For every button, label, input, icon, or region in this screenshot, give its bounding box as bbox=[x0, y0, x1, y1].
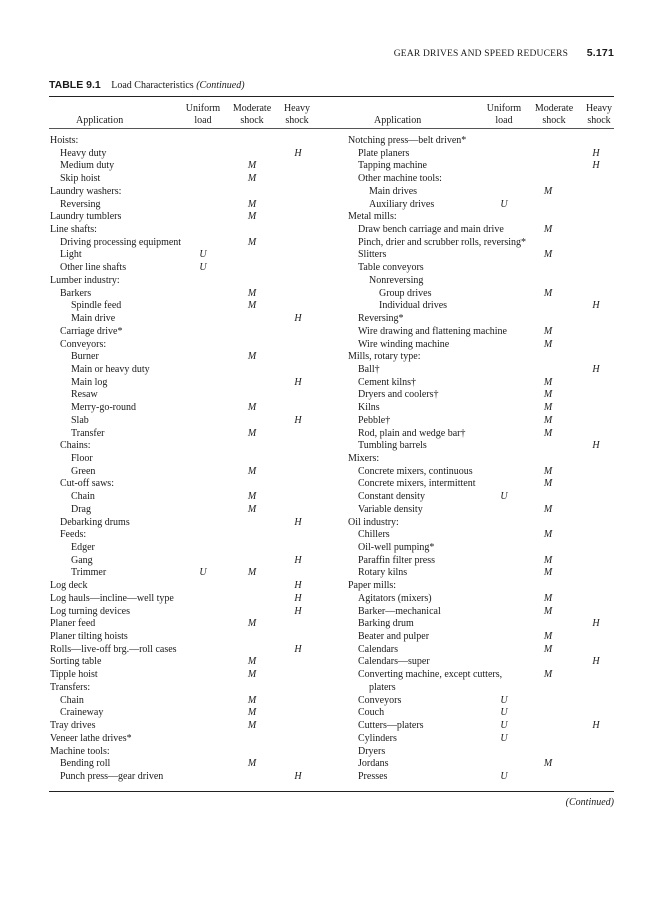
bottom-rule bbox=[49, 791, 614, 792]
moderate-mark: M bbox=[247, 236, 257, 248]
table-row bbox=[348, 415, 616, 428]
table-row bbox=[50, 593, 330, 606]
heavy-mark: H bbox=[294, 313, 302, 325]
application-label: Laundry washers: bbox=[50, 185, 122, 197]
moderate-mark: M bbox=[543, 414, 553, 426]
moderate-mark: M bbox=[247, 160, 257, 172]
heavy-mark: H bbox=[294, 580, 302, 592]
heavy-mark: H bbox=[294, 643, 302, 655]
table-row bbox=[348, 656, 616, 669]
application-label: Other machine tools: bbox=[358, 173, 442, 185]
table-row bbox=[348, 186, 616, 199]
application-label: Lumber industry: bbox=[50, 274, 120, 286]
table-row bbox=[50, 555, 330, 568]
table-row bbox=[348, 542, 616, 555]
uniform-mark: U bbox=[500, 491, 508, 503]
table-row bbox=[348, 440, 616, 453]
moderate-mark: M bbox=[247, 618, 257, 630]
heavy-mark: H bbox=[592, 618, 600, 630]
header-heavy-left: Heavy shock bbox=[283, 103, 311, 126]
table-row bbox=[348, 173, 616, 186]
application-label: Mills, rotary type: bbox=[348, 351, 421, 363]
table-row bbox=[348, 249, 616, 262]
application-label: Gang bbox=[71, 554, 93, 566]
application-label: Slitters bbox=[358, 249, 387, 261]
table-row bbox=[50, 326, 330, 339]
application-label: Converting machine, except cutters, bbox=[358, 669, 503, 681]
application-label: Line shafts: bbox=[50, 224, 97, 236]
moderate-mark: M bbox=[543, 185, 553, 197]
application-label: Presses bbox=[358, 770, 388, 782]
header-application-right: Application bbox=[374, 115, 422, 126]
application-label: Calendars—super bbox=[358, 656, 430, 668]
application-label: Laundry tumblers bbox=[50, 211, 122, 223]
moderate-mark: M bbox=[543, 669, 553, 681]
application-label: Burner bbox=[71, 351, 99, 363]
table-row bbox=[50, 224, 330, 237]
application-label: Plate planers bbox=[358, 147, 410, 159]
application-label: Concrete mixers, continuous bbox=[358, 465, 473, 477]
application-label: Main drives bbox=[369, 185, 418, 197]
table-row bbox=[348, 199, 616, 212]
table-title bbox=[49, 79, 245, 91]
application-label: platers bbox=[369, 681, 396, 693]
continued-note: (Continued) bbox=[565, 797, 614, 808]
table-row bbox=[50, 758, 330, 771]
moderate-mark: M bbox=[543, 249, 553, 261]
uniform-mark: U bbox=[500, 732, 508, 744]
table-row bbox=[348, 300, 616, 313]
application-label: Veneer lathe drives* bbox=[50, 732, 132, 744]
table-row bbox=[50, 695, 330, 708]
table-row bbox=[348, 237, 616, 250]
application-label: Cutters—platers bbox=[358, 720, 424, 732]
table-row bbox=[50, 644, 330, 657]
moderate-mark: M bbox=[247, 287, 257, 299]
table-row bbox=[348, 160, 616, 173]
application-label: Ball† bbox=[358, 363, 380, 375]
uniform-mark: U bbox=[500, 198, 508, 210]
application-label: Constant density bbox=[358, 491, 425, 503]
application-label: Barkers bbox=[60, 287, 92, 299]
application-label: Cement kilns† bbox=[358, 376, 417, 388]
application-label: Wire drawing and flattening machine bbox=[358, 325, 507, 337]
moderate-mark: M bbox=[543, 287, 553, 299]
table-row bbox=[50, 453, 330, 466]
application-label: Planer feed bbox=[50, 618, 96, 630]
table-label: TABLE 9.1 bbox=[49, 79, 101, 91]
page-number: 5.171 bbox=[586, 47, 614, 59]
table-row bbox=[348, 682, 616, 695]
application-label: Log turning devices bbox=[50, 605, 130, 617]
moderate-mark: M bbox=[543, 402, 553, 414]
moderate-mark: M bbox=[543, 325, 553, 337]
heavy-mark: H bbox=[294, 605, 302, 617]
application-label: Debarking drums bbox=[60, 516, 130, 528]
application-label: Bending roll bbox=[60, 758, 111, 770]
application-label: Draw bench carriage and main drive bbox=[358, 224, 504, 236]
application-label: Nonreversing bbox=[369, 274, 424, 286]
application-label: Tumbling barrels bbox=[358, 440, 427, 452]
application-label: Kilns bbox=[358, 402, 380, 414]
application-label: Rod, plain and wedge bar† bbox=[358, 427, 466, 439]
application-label: Log hauls—incline—well type bbox=[50, 592, 174, 604]
application-label: Green bbox=[71, 465, 96, 477]
table-row bbox=[348, 288, 616, 301]
table-row bbox=[348, 555, 616, 568]
application-label: Trimmer bbox=[71, 567, 107, 579]
application-label: Heavy duty bbox=[60, 147, 107, 159]
table-row bbox=[348, 618, 616, 631]
application-label: Wire winding machine bbox=[358, 338, 450, 350]
application-label: Punch press—gear driven bbox=[60, 770, 164, 782]
table-row bbox=[50, 478, 330, 491]
heavy-mark: H bbox=[294, 770, 302, 782]
application-label: Dryers and coolers† bbox=[358, 389, 439, 401]
table-row bbox=[348, 746, 616, 759]
moderate-mark: M bbox=[543, 503, 553, 515]
table-row bbox=[50, 199, 330, 212]
table-row bbox=[50, 173, 330, 186]
table-row bbox=[50, 339, 330, 352]
moderate-mark: M bbox=[247, 720, 257, 732]
table-row bbox=[348, 377, 616, 390]
application-label: Transfer bbox=[71, 427, 105, 439]
header-moderate-right: Moderate shock bbox=[534, 103, 574, 126]
application-label: Chain bbox=[60, 694, 84, 706]
application-label: Conveyors bbox=[358, 694, 402, 706]
moderate-mark: M bbox=[543, 376, 553, 388]
moderate-mark: M bbox=[247, 758, 257, 770]
uniform-mark: U bbox=[199, 567, 207, 579]
table-row bbox=[50, 377, 330, 390]
moderate-mark: M bbox=[247, 402, 257, 414]
table-row bbox=[348, 733, 616, 746]
table-row bbox=[348, 148, 616, 161]
application-label: Paraffin filter press bbox=[358, 554, 436, 566]
table-row bbox=[348, 313, 616, 326]
table-row bbox=[348, 491, 616, 504]
table-row bbox=[348, 606, 616, 619]
application-label: Planer tilting hoists bbox=[50, 631, 128, 643]
application-label: Rolls—live-off brg.—roll cases bbox=[50, 643, 177, 655]
table-row bbox=[50, 746, 330, 759]
application-label: Skip hoist bbox=[60, 173, 101, 185]
table-row bbox=[50, 428, 330, 441]
heavy-mark: H bbox=[592, 440, 600, 452]
application-label: Feeds: bbox=[60, 529, 87, 541]
table-row bbox=[348, 224, 616, 237]
table-row bbox=[50, 249, 330, 262]
moderate-mark: M bbox=[247, 567, 257, 579]
application-label: Conveyors: bbox=[60, 338, 107, 350]
heavy-mark: H bbox=[592, 363, 600, 375]
table-row bbox=[50, 618, 330, 631]
table-row bbox=[50, 707, 330, 720]
moderate-mark: M bbox=[247, 669, 257, 681]
application-label: Dryers bbox=[358, 745, 386, 757]
application-label: Slab bbox=[71, 414, 89, 426]
application-label: Individual drives bbox=[379, 300, 448, 312]
table-row bbox=[50, 466, 330, 479]
heavy-mark: H bbox=[294, 592, 302, 604]
table-row bbox=[348, 504, 616, 517]
application-label: Hoists: bbox=[50, 135, 79, 146]
table-row bbox=[50, 656, 330, 669]
table-row bbox=[348, 695, 616, 708]
table-row bbox=[348, 707, 616, 720]
table-row bbox=[348, 593, 616, 606]
moderate-mark: M bbox=[247, 694, 257, 706]
moderate-mark: M bbox=[247, 707, 257, 719]
moderate-mark: M bbox=[247, 351, 257, 363]
heavy-mark: H bbox=[294, 516, 302, 528]
top-rule bbox=[49, 96, 614, 97]
moderate-mark: M bbox=[247, 503, 257, 515]
application-label: Concrete mixers, intermittent bbox=[358, 478, 476, 490]
heavy-mark: H bbox=[294, 554, 302, 566]
moderate-mark: M bbox=[247, 656, 257, 668]
running-head-title: GEAR DRIVES AND SPEED REDUCERS bbox=[393, 49, 569, 59]
table-row bbox=[50, 135, 330, 148]
table-row bbox=[348, 351, 616, 364]
table-caption: Load Characteristics bbox=[111, 80, 194, 91]
moderate-mark: M bbox=[543, 605, 553, 617]
table-row bbox=[348, 567, 616, 580]
heavy-mark: H bbox=[294, 414, 302, 426]
application-label: Log deck bbox=[50, 580, 88, 592]
application-label: Chain bbox=[71, 491, 95, 503]
application-label: Beater and pulper bbox=[358, 631, 430, 643]
application-label: Driving processing equipment bbox=[60, 236, 182, 248]
moderate-mark: M bbox=[543, 592, 553, 604]
application-label: Chains: bbox=[60, 440, 91, 452]
application-label: Main drive bbox=[71, 313, 116, 325]
table-row bbox=[348, 326, 616, 339]
header-uniform-right: Uniform load bbox=[486, 103, 522, 126]
moderate-mark: M bbox=[247, 173, 257, 185]
application-label: Tray drives bbox=[50, 720, 96, 732]
heavy-mark: H bbox=[592, 300, 600, 312]
application-label: Jordans bbox=[358, 758, 389, 770]
application-label: Barker—mechanical bbox=[358, 605, 441, 617]
moderate-mark: M bbox=[543, 631, 553, 643]
uniform-mark: U bbox=[500, 694, 508, 706]
table-row bbox=[348, 720, 616, 733]
application-label: Notching press—belt driven* bbox=[348, 135, 467, 146]
table-row bbox=[50, 606, 330, 619]
table-row bbox=[50, 440, 330, 453]
table-row bbox=[50, 262, 330, 275]
table-row bbox=[348, 275, 616, 288]
moderate-mark: M bbox=[543, 338, 553, 350]
table-row bbox=[50, 211, 330, 224]
moderate-mark: M bbox=[247, 198, 257, 210]
table-row bbox=[348, 466, 616, 479]
table-row bbox=[348, 631, 616, 644]
table-row bbox=[348, 428, 616, 441]
moderate-mark: M bbox=[543, 389, 553, 401]
application-label: Carriage drive* bbox=[60, 325, 123, 337]
application-label: Cut-off saws: bbox=[60, 478, 114, 490]
table-row bbox=[348, 529, 616, 542]
application-label: Craineway bbox=[60, 707, 104, 719]
moderate-mark: M bbox=[247, 427, 257, 439]
header-moderate-left: Moderate shock bbox=[232, 103, 272, 126]
moderate-mark: M bbox=[543, 554, 553, 566]
table-row bbox=[50, 529, 330, 542]
table-row bbox=[348, 402, 616, 415]
moderate-mark: M bbox=[247, 491, 257, 503]
application-label: Table conveyors bbox=[358, 262, 424, 274]
moderate-mark: M bbox=[543, 529, 553, 541]
application-label: Resaw bbox=[71, 389, 98, 401]
application-label: Transfers: bbox=[50, 681, 91, 693]
application-label: Group drives bbox=[379, 287, 432, 299]
left-column bbox=[50, 135, 330, 784]
table-row bbox=[348, 211, 616, 224]
uniform-mark: U bbox=[500, 707, 508, 719]
application-label: Variable density bbox=[358, 503, 423, 515]
moderate-mark: M bbox=[543, 465, 553, 477]
table-row bbox=[348, 453, 616, 466]
table-row bbox=[50, 351, 330, 364]
application-label: Spindle feed bbox=[71, 300, 122, 312]
header-uniform-left: Uniform load bbox=[185, 103, 221, 126]
table-row bbox=[50, 186, 330, 199]
header-application-left: Application bbox=[76, 115, 124, 126]
running-head bbox=[394, 47, 614, 59]
application-label: Sorting table bbox=[50, 656, 102, 668]
application-label: Reversing* bbox=[358, 313, 404, 325]
application-label: Pinch, drier and scrubber rolls, reversing* bbox=[358, 236, 527, 248]
application-label: Edger bbox=[71, 542, 95, 553]
application-label: Cylinders bbox=[358, 732, 397, 744]
uniform-mark: U bbox=[500, 720, 508, 732]
application-label: Merry-go-round bbox=[71, 402, 136, 414]
application-label: Tapping machine bbox=[358, 160, 427, 172]
heavy-mark: H bbox=[592, 720, 600, 732]
application-label: Machine tools: bbox=[50, 745, 110, 757]
right-column bbox=[348, 135, 616, 784]
table-row bbox=[348, 758, 616, 771]
application-label: Paper mills: bbox=[348, 580, 397, 592]
moderate-mark: M bbox=[543, 478, 553, 490]
table-row bbox=[50, 300, 330, 313]
table-row bbox=[50, 504, 330, 517]
table-row bbox=[348, 644, 616, 657]
table-row bbox=[348, 262, 616, 275]
application-label: Main log bbox=[71, 376, 108, 388]
heavy-mark: H bbox=[294, 147, 302, 159]
table-row bbox=[50, 364, 330, 377]
application-label: Chillers bbox=[358, 529, 390, 541]
table-row bbox=[50, 542, 330, 555]
header-heavy-right: Heavy shock bbox=[585, 103, 613, 126]
table-row bbox=[50, 288, 330, 301]
application-label: Pebble† bbox=[358, 414, 391, 426]
table-row bbox=[348, 135, 616, 148]
table-row bbox=[50, 148, 330, 161]
table-row bbox=[50, 517, 330, 530]
table-row bbox=[50, 669, 330, 682]
table-row bbox=[348, 669, 616, 682]
heavy-mark: H bbox=[592, 147, 600, 159]
moderate-mark: M bbox=[543, 567, 553, 579]
moderate-mark: M bbox=[543, 758, 553, 770]
application-label: Calendars bbox=[358, 643, 398, 655]
table-row bbox=[348, 580, 616, 593]
table-row bbox=[50, 402, 330, 415]
table-caption-suffix: (Continued) bbox=[196, 80, 245, 91]
table-row bbox=[50, 682, 330, 695]
table-row bbox=[348, 389, 616, 402]
table-row bbox=[50, 275, 330, 288]
heavy-mark: H bbox=[592, 656, 600, 668]
moderate-mark: M bbox=[543, 643, 553, 655]
heavy-mark: H bbox=[294, 376, 302, 388]
table-row bbox=[50, 313, 330, 326]
application-label: Reversing bbox=[60, 198, 101, 210]
moderate-mark: M bbox=[543, 427, 553, 439]
heavy-mark: H bbox=[592, 160, 600, 172]
application-label: Rotary kilns bbox=[358, 567, 408, 579]
application-label: Oil-well pumping* bbox=[358, 542, 435, 553]
table-row bbox=[50, 389, 330, 402]
uniform-mark: U bbox=[199, 262, 207, 274]
application-label: Floor bbox=[71, 452, 93, 464]
table-row bbox=[348, 517, 616, 530]
table-row bbox=[50, 160, 330, 173]
application-label: Couch bbox=[358, 707, 385, 719]
moderate-mark: M bbox=[247, 300, 257, 312]
header-rule bbox=[49, 128, 614, 129]
application-label: Light bbox=[60, 249, 82, 261]
table-row bbox=[50, 237, 330, 250]
table-row bbox=[348, 364, 616, 377]
table-row bbox=[50, 733, 330, 746]
table-row bbox=[50, 580, 330, 593]
table-row bbox=[50, 567, 330, 580]
table-row bbox=[50, 720, 330, 733]
application-label: Drag bbox=[71, 503, 91, 515]
table-row bbox=[50, 415, 330, 428]
uniform-mark: U bbox=[199, 249, 207, 261]
application-label: Barking drum bbox=[358, 618, 414, 630]
application-label: Agitators (mixers) bbox=[358, 592, 432, 604]
application-label: Mixers: bbox=[348, 452, 380, 464]
application-label: Medium duty bbox=[60, 160, 115, 172]
application-label: Main or heavy duty bbox=[71, 363, 150, 375]
table-row bbox=[50, 491, 330, 504]
uniform-mark: U bbox=[500, 770, 508, 782]
table-row bbox=[348, 339, 616, 352]
table-row bbox=[348, 771, 616, 784]
table-row bbox=[50, 631, 330, 644]
application-label: Auxiliary drives bbox=[369, 198, 435, 210]
moderate-mark: M bbox=[543, 224, 553, 236]
application-label: Oil industry: bbox=[348, 516, 399, 528]
moderate-mark: M bbox=[247, 465, 257, 477]
application-label: Metal mills: bbox=[348, 211, 397, 223]
moderate-mark: M bbox=[247, 211, 257, 223]
table-row bbox=[50, 771, 330, 784]
application-label: Other line shafts bbox=[60, 262, 127, 274]
table-row bbox=[348, 478, 616, 491]
application-label: Tipple hoist bbox=[50, 669, 98, 681]
